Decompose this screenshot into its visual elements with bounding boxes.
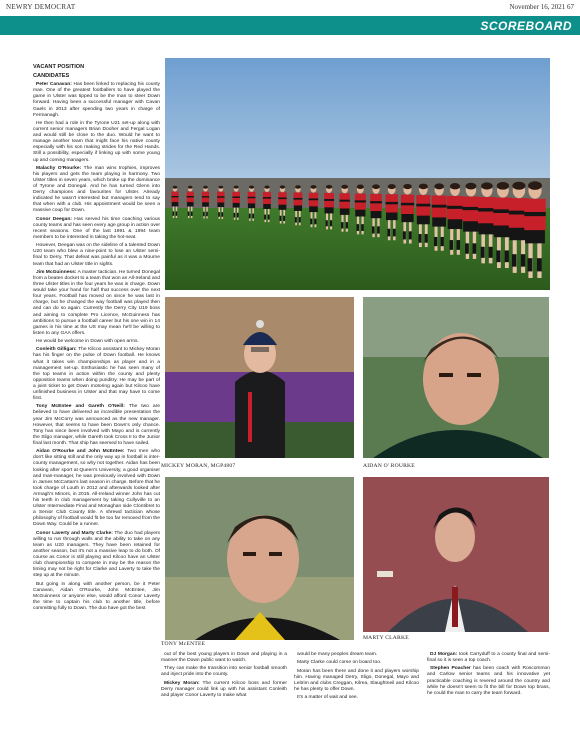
mickey-moran-photo	[165, 297, 354, 458]
paragraph-text: The two are believed to have delivered an incredible presentation the year Jim McCorry was announced as the new manager. However, that seems to have been Down's only chance. Tony has since been involved with Mayo and is currently the Sligo manager, while Gareth took Cross II to the Junior final last month. That ship has seemed to have sailed.	[33, 404, 160, 446]
paragraph-lead: DJ Morgan:	[430, 652, 458, 657]
aidan-orourke-graphic	[363, 297, 549, 458]
paragraph-text: would be many peoples dream team.	[297, 652, 378, 657]
paragraph-text: But going in along with another person, be it Peter Canavan, Aidan O'Rourke, John McEntee, Jim McGuinness or anyone else, would afford Conor Laverty the time to captain his club to another title, before committing fully to Down. The duo have got the best	[33, 581, 160, 611]
paragraph-text: Has been linked to replacing his county man. One of the greatest footballers to have played the game in Ulster was tipped to be the man to steer Down forward. Having been a successful manager with Cavan Gaels in 2013 after spending two years in charge of Fermanagh.	[33, 82, 161, 118]
mickey-moran-graphic	[165, 297, 354, 458]
article-paragraph	[294, 669, 419, 693]
article-paragraph	[33, 582, 160, 612]
article-paragraph	[33, 339, 160, 345]
article-paragraph	[33, 404, 160, 447]
article-paragraph	[294, 660, 419, 666]
article-paragraph	[161, 652, 287, 664]
article-paragraph	[33, 531, 160, 580]
bottom-column-2	[294, 652, 419, 722]
article-paragraph	[33, 449, 160, 528]
paragraph-text: Moran has been there and done it and players worship him. Having managed Derry, Sligo, Donegal, Mayo and Leitrim and clubs Creggan, Kilrea, Slaughtneil and Kilcoo he has plenty to offer Down.	[294, 668, 419, 692]
article-paragraph	[33, 243, 160, 267]
paragraph-lead: Aidan O'Rourke and John McEntee:	[36, 449, 125, 455]
tony-mcentee-photo	[165, 477, 354, 640]
paragraph-text: However, Deegan was on the sideline of a talented Down U20 team who blew a nine-point to lose an Ulster semi-final to Derry. That defeat was painful as it was a Mourne team that had an Ulster title in sights.	[33, 243, 160, 267]
aidan-orourke-photo	[363, 297, 549, 458]
article-paragraph	[427, 666, 550, 696]
paragraph-lead: Mickey Moran:	[164, 680, 200, 686]
paragraph-text: The current Kilcoo boss and former Derry manager could link up with his assistant Conleith and player Conor Laverty to make what	[161, 680, 287, 698]
paragraph-lead: Conleith Gilligan:	[36, 347, 77, 353]
left-article-column	[33, 64, 160, 654]
paragraph-lead: Stephen Poacher	[430, 666, 471, 672]
article-paragraph	[161, 666, 287, 678]
article-paragraph	[33, 347, 160, 402]
paragraph-text: A master tactician. He turned Donegal from a beaten docket to a team that won an All-Ireland and three Ulster titles in the four years he was in charge. Down would take your hand for half that success over the next four years. Football has moved on since he was last in charge, but he changed the way football was played then and can do so again. Currently the Derry City U19 boss and aiming to complete Pro Licence, McGuinness has ambitions to pursue a football career but his one win in 14 games in his time at the US may mean he'll be willing to listen to any GAA offers.	[33, 269, 160, 336]
page-header	[0, 0, 580, 16]
bottom-column-1	[161, 652, 287, 722]
marty-clarke-graphic	[363, 477, 549, 632]
paragraph-text: The man wins trophies, improves his players and gets the team playing in harmony. Two Ulster titles in seven years, which broke up the dominance of Tyrone and Donegal. And he has turned Glenn into Derry champions and favourites for Ulster. Already indicated he wasn't interested but managers tend to say that when with a club. His appointment would be seen a massive coup for Down.	[33, 165, 160, 214]
section-title: SCOREBOARD	[480, 19, 572, 33]
paragraph-lead: Conor Deegan:	[36, 216, 72, 222]
paragraph-text: Has served his time coaching various county teams and has seen every age group in action over recent seasons. One of the last 1991 & 1994 team members to be interested in taking the hot-seat.	[33, 216, 160, 240]
mickey-moran-caption: MICKEY MORAN, MGP4807	[161, 463, 236, 469]
marty-clarke-photo	[363, 477, 549, 632]
article-paragraph	[294, 652, 419, 658]
team-photo-graphic	[165, 58, 550, 290]
marty-clarke-caption: MARTY CLARKE	[363, 635, 409, 641]
paragraph-lead: Malachy O'Rourke:	[36, 165, 82, 171]
issue-date: November 16, 2021 67	[509, 3, 574, 11]
paragraph-text: out of the best young players in Down and playing in a manner the Down public want to watch.	[161, 652, 287, 664]
paragraph-text: took Carryduff to a county final and semi-final so it is seen a top coach.	[427, 652, 550, 664]
article-paragraph	[33, 166, 160, 215]
article-paragraph	[294, 695, 419, 701]
article-paragraph	[33, 82, 160, 119]
paragraph-text: Marty Clarke could come on board too.	[297, 660, 382, 666]
article-paragraph	[161, 681, 287, 699]
article-paragraph	[33, 121, 160, 164]
tony-mcentee-graphic	[165, 477, 354, 640]
paragraph-text: He then had a role in the Tyrone U21 set-up along with current senior managers Brian Dooher and Fergal Logan and would still be close to the duo. Would he want to manage another team that might face his native county especially with his son making strides for the Red Hands. Still a possibility, especially if linking up with some young up and coming managers.	[33, 120, 160, 163]
paragraph-text: It's a matter of wait and see.	[297, 695, 359, 701]
article-kicker: VACANT POSITION	[33, 64, 85, 70]
article-paragraph	[33, 217, 160, 241]
article-kicker: CANDIDATES	[33, 73, 70, 80]
tony-mcentee-caption: TONY McENTEE	[161, 641, 206, 647]
paragraph-text: Two men who don't like sitting still and the only way up in football is inter-county management, so why not together. Aidan has been looking after sport at Queen's University, a good organiser and man-manager, he was previously involved with Down in James McCartan's last season in charge. Before that he took charge of Louth in 2012 and afterwards looked after Armagh's Minors, in 2015. All-Ireland winner John has cut his teeth in club management by taking Cullyville to an Ulster Intermediate Final and Monaghan side Clontibret to a Senior Club County title. A shrewd tactician whose philosophy of football would fit be too far removed from the Down Way. Could be a runner.	[33, 449, 160, 528]
aidan-orourke-caption: AIDAN O' ROURKE	[363, 463, 415, 469]
section-band	[0, 16, 580, 35]
article-paragraph	[33, 270, 160, 337]
paragraph-text: The duo had players willing to run through walls and the ability to take on any team as U20 managers. They have been retained for another season, but it's not a massive leap to do both. Of course as Conor is still playing and Kilcoo have an Ulster club championship to compete in may be the reason the timing may not be right for Clarke and Laverty to take the step up at the minute.	[33, 530, 160, 579]
paragraph-lead: Peter Canavan:	[36, 82, 72, 88]
article-paragraph	[427, 652, 550, 664]
paragraph-lead: Jim McGuinness:	[36, 269, 77, 275]
paragraph-text: The Kilcoo assistant to Mickey Moran has his finger on the pulse of Down football. He knows what it takes win championships as player and in a management set-up. Enthusiastic he has seen many of the top teams in action within the county and plenty opposition teams when doing punditry. He may be part of a joint ticket to get Down motoring again but Kilcoo have unfinished business in Ulster and that may have to come first.	[33, 347, 160, 402]
paragraph-text: They can make the transition into senior football smooth and inject pride into the county.	[161, 666, 287, 678]
bottom-column-3	[427, 652, 550, 722]
team-photo	[165, 58, 550, 290]
paragraph-text: has been coach with Roscommon and Carlow senior teams and his innovative yet practicable coaching is revered around the country and while he doesn't seem to fit the bill for Down top brass, he could the man to carry the team forward.	[427, 666, 551, 696]
paragraph-lead: Tony McEntee and Gareth O'Neill:	[36, 404, 125, 410]
paragraph-lead: Conor Laverty and Marty Clarke:	[36, 530, 113, 536]
paragraph-text: He would be welcome in Down with open arms.	[36, 339, 139, 345]
publication-name: NEWRY DEMOCRAT	[6, 3, 76, 11]
